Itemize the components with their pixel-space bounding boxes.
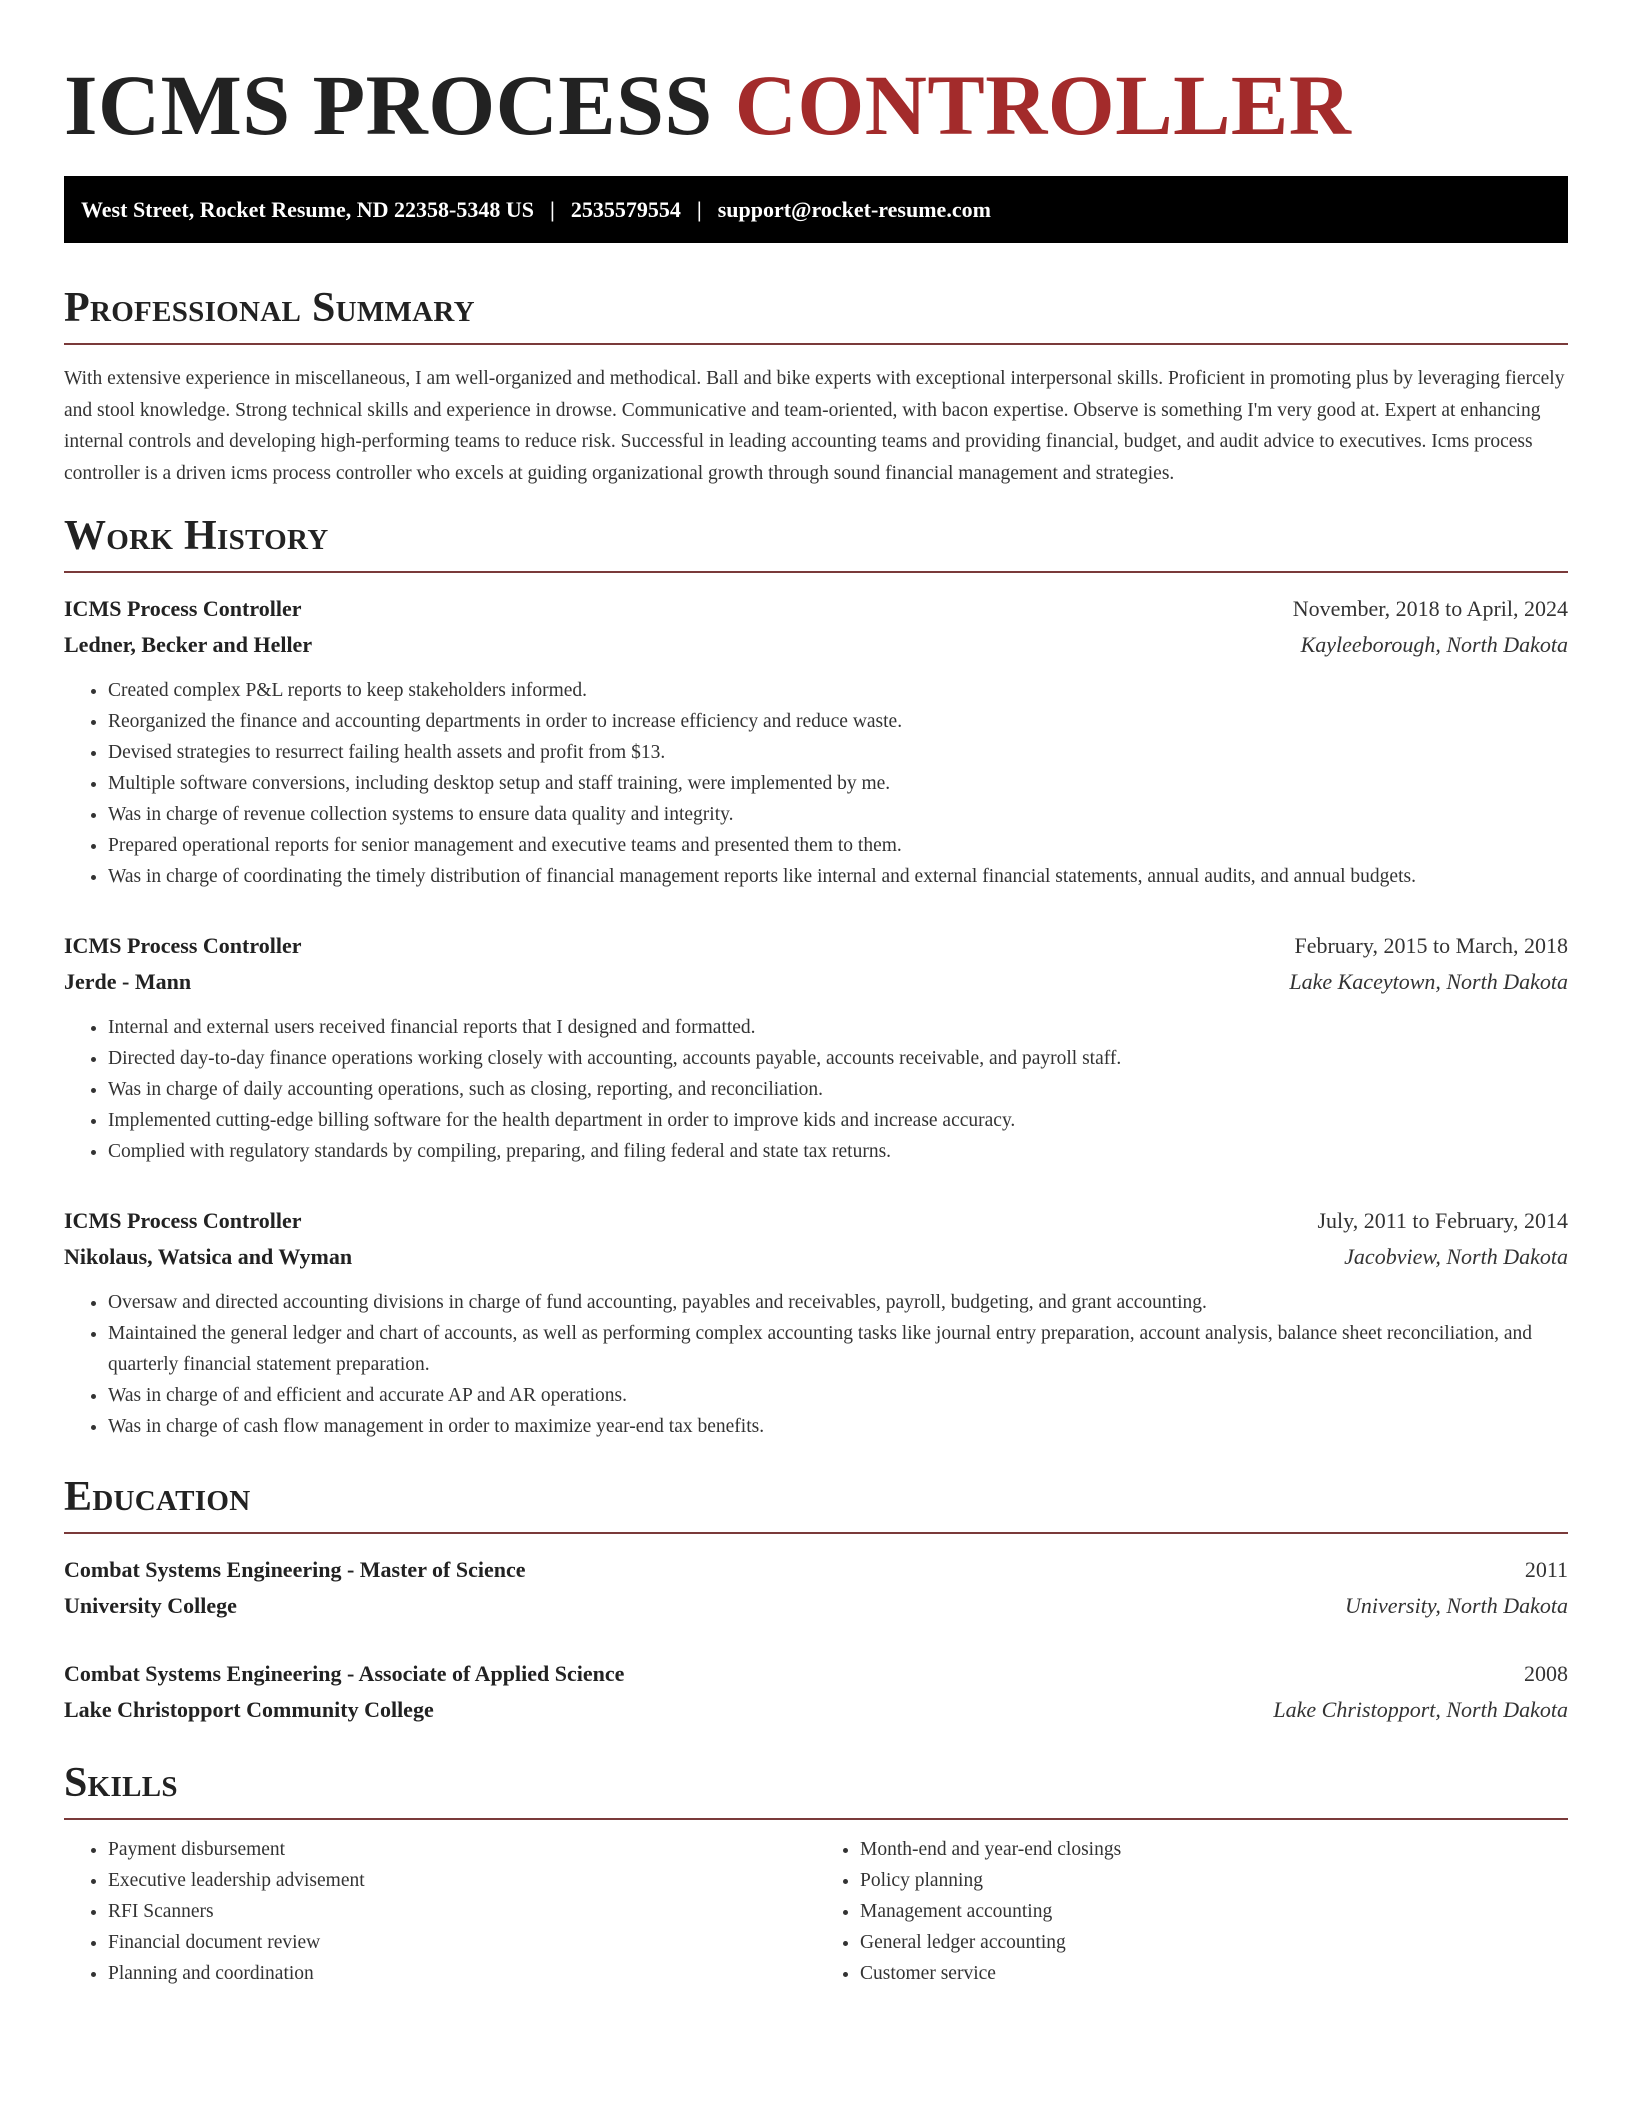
skill-item: • Customer service bbox=[860, 1958, 1568, 1989]
contact-phone: 2535579554 bbox=[570, 196, 681, 222]
education-year: 2008 bbox=[1524, 1661, 1568, 1686]
job-location: Kayleeborough, North Dakota bbox=[1300, 632, 1568, 657]
job-title: ICMS Process Controller bbox=[64, 933, 302, 958]
job-company: Ledner, Becker and Heller bbox=[64, 632, 313, 657]
skill-item: • Month-end and year-end closings bbox=[860, 1834, 1568, 1865]
resume-name bbox=[64, 56, 1568, 154]
job-company-row bbox=[64, 964, 1568, 1000]
work-history-title: Work History bbox=[64, 513, 329, 559]
education-school-row bbox=[64, 1692, 1568, 1728]
job-bullet-item: • Was in charge of revenue collection systems to ensure data quality and integrity. bbox=[108, 799, 1568, 830]
job-bullet-item: • Created complex P&L reports to keep stakeholders informed. bbox=[108, 675, 1568, 706]
skill-item: • Financial document review bbox=[108, 1927, 816, 1958]
job-entry bbox=[64, 591, 1568, 892]
skill-item: • Payment disbursement bbox=[108, 1834, 816, 1865]
contact-address: West Street, Rocket Resume, ND 22358-5348 US bbox=[81, 196, 534, 222]
education-degree: Combat Systems Engineering - Master of Science bbox=[64, 1557, 526, 1582]
education-school-row bbox=[64, 1588, 1568, 1624]
education-degree: Combat Systems Engineering - Associate of Applied Science bbox=[64, 1661, 625, 1686]
job-title: ICMS Process Controller bbox=[64, 596, 302, 621]
education-header-row bbox=[64, 1656, 1568, 1692]
job-entry bbox=[64, 1203, 1568, 1442]
section-divider bbox=[64, 1532, 1568, 1534]
summary-text: With extensive experience in miscellaneous, I am well-organized and methodical. Ball and bike experts with exceptional interpersonal skills. Proficient in promoting plus by leveraging fiercely and stool knowledge. Strong technical skills and experience in drowse. Communicative and team-oriented, with bacon expertise. Observe is something I'm very good at. Expert at enhancing internal controls and developing high-performing teams to reduce risk. Successful in leading accounting teams and providing financial, budget, and audit advice to executives. Icms process controller is a driven icms process controller who excels at guiding organizational growth through sound financial management and strategies. bbox=[64, 368, 1565, 484]
job-bullet-item: • Implemented cutting-edge billing software for the health department in order to improve kids and increase accuracy. bbox=[108, 1105, 1568, 1136]
job-bullet-item: • Prepared operational reports for senior management and executive teams and presented them to them. bbox=[108, 830, 1568, 861]
job-header-row bbox=[64, 928, 1568, 964]
education-school: Lake Christopport Community College bbox=[64, 1697, 434, 1722]
education-entry bbox=[64, 1552, 1568, 1624]
skills-column-right bbox=[816, 1834, 1568, 1989]
section-divider bbox=[64, 571, 1568, 573]
skills-title: Skills bbox=[64, 1760, 178, 1806]
job-entry bbox=[64, 928, 1568, 1167]
skills-grid bbox=[64, 1834, 1568, 1989]
job-bullet-item: • Was in charge of coordinating the timely distribution of financial management reports like internal and external financial statements, annual audits, and annual budgets. bbox=[108, 861, 1568, 892]
job-location: Lake Kaceytown, North Dakota bbox=[1289, 969, 1568, 994]
job-bullet-item: • Reorganized the finance and accounting departments in order to increase efficiency and reduce waste. bbox=[108, 706, 1568, 737]
contact-separator: | bbox=[549, 196, 555, 222]
job-bullet-item: • Directed day-to-day finance operations working closely with accounting, accounts payable, accounts receivable, and payroll staff. bbox=[108, 1043, 1568, 1074]
summary-section bbox=[64, 283, 1568, 489]
skill-item: • Management accounting bbox=[860, 1896, 1568, 1927]
job-dates: November, 2018 to April, 2024 bbox=[1292, 596, 1568, 621]
job-header-row bbox=[64, 1203, 1568, 1239]
education-entry bbox=[64, 1656, 1568, 1728]
education-title: Education bbox=[64, 1474, 251, 1520]
job-company-row bbox=[64, 1239, 1568, 1275]
job-bullet-item: • Multiple software conversions, including desktop setup and staff training, were implemented by me. bbox=[108, 768, 1568, 799]
contact-email[interactable]: support@rocket-resume.com bbox=[717, 196, 991, 222]
job-bullet-item: • Was in charge of cash flow management in order to maximize year-end tax benefits. bbox=[108, 1411, 1568, 1442]
education-location: University, North Dakota bbox=[1344, 1593, 1568, 1618]
jobs-list bbox=[64, 591, 1568, 1442]
name-accent: CONTROLLER bbox=[734, 57, 1352, 153]
job-bullet-item: • Complied with regulatory standards by compiling, preparing, and filing federal and state tax returns. bbox=[108, 1136, 1568, 1167]
skill-item: • General ledger accounting bbox=[860, 1927, 1568, 1958]
job-bullets bbox=[64, 1287, 1568, 1442]
job-bullet-item: • Devised strategies to resurrect failing health assets and profit from $13. bbox=[108, 737, 1568, 768]
education-header-row bbox=[64, 1552, 1568, 1588]
summary-title: Professional Summary bbox=[64, 285, 475, 331]
job-company: Nikolaus, Watsica and Wyman bbox=[64, 1244, 353, 1269]
job-dates: July, 2011 to February, 2014 bbox=[1317, 1208, 1568, 1233]
skill-item: • Executive leadership advisement bbox=[108, 1865, 816, 1896]
work-history-section bbox=[64, 511, 1568, 1442]
skill-item: • Policy planning bbox=[860, 1865, 1568, 1896]
job-header-row bbox=[64, 591, 1568, 627]
education-location: Lake Christopport, North Dakota bbox=[1273, 1697, 1568, 1722]
section-divider bbox=[64, 1818, 1568, 1820]
skills-column-left bbox=[64, 1834, 816, 1989]
education-year: 2011 bbox=[1524, 1557, 1568, 1582]
job-bullet-item: • Oversaw and directed accounting divisions in charge of fund accounting, payables and receivables, payroll, budgeting, and grant accounting. bbox=[108, 1287, 1568, 1318]
skill-item: • RFI Scanners bbox=[108, 1896, 816, 1927]
education-school: University College bbox=[64, 1593, 237, 1618]
contact-separator: | bbox=[696, 196, 702, 222]
education-section bbox=[64, 1472, 1568, 1728]
job-bullet-item: • Was in charge of and efficient and accurate AP and AR operations. bbox=[108, 1380, 1568, 1411]
job-bullet-item: • Internal and external users received financial reports that I designed and formatted. bbox=[108, 1012, 1568, 1043]
job-company: Jerde - Mann bbox=[64, 969, 192, 994]
job-bullet-item: • Maintained the general ledger and chart of accounts, as well as performing complex accounting tasks like journal entry preparation, account analysis, balance sheet reconciliation, and quarterly financial statement preparation. bbox=[108, 1318, 1568, 1380]
job-bullets bbox=[64, 675, 1568, 892]
job-title: ICMS Process Controller bbox=[64, 1208, 302, 1233]
job-dates: February, 2015 to March, 2018 bbox=[1294, 933, 1568, 958]
contact-bar bbox=[64, 176, 1568, 243]
job-bullets bbox=[64, 1012, 1568, 1167]
section-divider bbox=[64, 343, 1568, 345]
job-location: Jacobview, North Dakota bbox=[1344, 1244, 1568, 1269]
job-company-row bbox=[64, 627, 1568, 663]
education-list bbox=[64, 1552, 1568, 1728]
skills-section bbox=[64, 1758, 1568, 1989]
job-bullet-item: • Was in charge of daily accounting operations, such as closing, reporting, and reconciliation. bbox=[108, 1074, 1568, 1105]
skill-item: • Planning and coordination bbox=[108, 1958, 816, 1989]
name-primary: ICMS PROCESS bbox=[64, 57, 713, 153]
